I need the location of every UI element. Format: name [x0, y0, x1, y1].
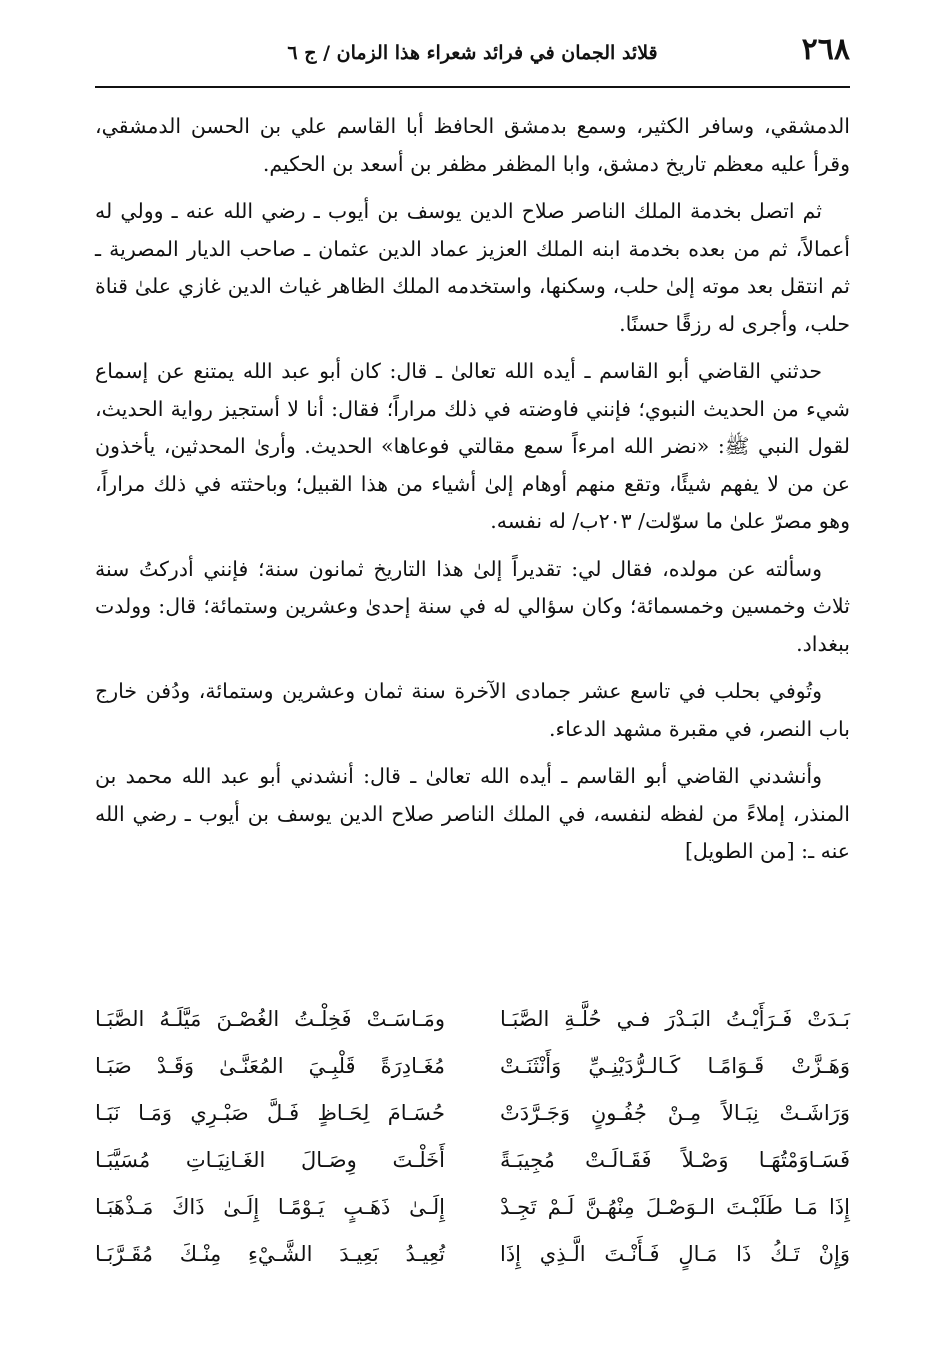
paragraph	[95, 353, 850, 541]
second-hemistich: حُسَـامَ لِحَـاظٍ فَـلَّ صَبْـرِي وَمَـا نَبَـا	[95, 1101, 445, 1125]
second-hemistich: ومَـاسَـتْ فَخِلْـتُ الغُصْـنَ مَيَّلَـهُ الصَّبَـا	[95, 1007, 445, 1031]
first-hemistich: وَهَـزَّتْ قَـوَامًـا كَـالـرُّدَيْنِـيِّ وَأَنْثَنَـتْ	[500, 1054, 850, 1078]
first-hemistich: وَإِنْ تَـكُ ذَا مَـالٍ فَـأَنْـتَ الَّـذِي إِذَا	[500, 1242, 850, 1266]
poem	[95, 997, 850, 1279]
paragraph-text: وسألته عن مولده، فقال لي: تقديراً إلىٰ هذا التاريخ ثمانون سنة؛ فإنني أدركتُ سنة ثلاث وخمسين وخمسمائة؛ وكان سؤالي له في سنة إحدىٰ وعشرين وستمائة؛ قال: وولدت ببغداد.	[95, 556, 850, 656]
paragraph-text: الدمشقي، وسافر الكثير، وسمع بدمشق الحافظ أبا القاسم علي بن الحسن الدمشقي، وقرأ عليه معظم تاريخ دمشق، وابا المظفر مظفر بن أسعد بن الحكيم.	[95, 114, 850, 176]
poem-verse	[95, 1044, 850, 1091]
poetic-meter: [من الطويل]	[684, 839, 795, 863]
first-hemistich: وَرَاشَـتْ نِبَـالاً مِـنْ جُفُـونٍ وَجَـرَّدَتْ	[500, 1101, 850, 1125]
poem-verse	[95, 1138, 850, 1185]
paragraph-text: وأنشدني القاضي أبو القاسم ـ أيده الله تعالىٰ ـ قال: أنشدني أبو عبد الله محمد بن المنذر، إملاءً من لفظه لنفسه، في الملك الناصر صلاح الدين يوسف بن أيوب ـ رضي الله عنه ـ:	[95, 764, 850, 863]
paragraph	[95, 551, 850, 664]
second-hemistich: مُغَـادِرَةً قَلْبِـيَ المُعَنَّـىٰ وَقَـدْ صَبَـا	[95, 1054, 445, 1078]
paragraph	[95, 193, 850, 343]
paragraph-text: وتُوفي بحلب في تاسع عشر جمادى الآخرة سنة ثمان وعشرين وستمائة، ودُفن خارج باب النصر، في مقبرة مشهد الدعاء.	[95, 679, 850, 741]
poem-verse	[95, 1232, 850, 1279]
second-hemistich: أَخَلْـتَ وِصَـالَ الغَـانِيَـاتِ مُسَيَّبَـا	[95, 1148, 445, 1172]
running-title: قلائد الجمان في فرائد شعراء هذا الزمان / ج ٦	[287, 42, 658, 64]
paragraph	[95, 673, 850, 748]
second-hemistich: تُعِيـدُ بَعِيـدَ الشَّـيْءِ مِنْـكَ مُقَـرَّبَـا	[95, 1242, 445, 1266]
paragraph	[95, 108, 850, 183]
page-number: ٢٦٨	[801, 32, 850, 67]
poem-verse	[95, 1091, 850, 1138]
page-body	[95, 108, 850, 881]
first-hemistich: فَسَـاوَمْتُهَـا وَصْـلاً فَقَـالَـتْ مُجِيبَـةً	[500, 1148, 850, 1172]
first-hemistich: بَـدَتْ فَـرَأَيْـتُ البَـدْرَ فـي حُلَّـةِ الصَّبَـا	[500, 1007, 850, 1031]
paragraph-text: حدثني القاضي أبو القاسم ـ أيده الله تعالىٰ ـ قال: كان أبو عبد الله يمتنع عن إسماع شيء من الحديث النبوي؛ فإنني فاوضته في ذلك مراراً؛ فقال: أنا لا أستجيز رواية الحديث، لقول النبي ﷺ: «نضر الله امرءاً سمع مقالتي فوعاها» الحديث. وأرىٰ المحدثين، يأخذون عن من لا يفهم شيئًا، وتقع منهم أوهام إلىٰ أشياء من هذا القبيل؛ وباحثته في ذلك مراراً، وهو مصرّ علىٰ ما سوّلت/ ٢٠٣ب/ له نفسه.	[95, 359, 850, 533]
second-hemistich: إِلَـىٰ ذَهَـبٍ يَـوْمًـا إِلَـىٰ ذَاكَ مَـذْهَبَـا	[95, 1195, 445, 1219]
poem-verse	[95, 997, 850, 1044]
page-header	[95, 28, 850, 88]
paragraph-text: ثم اتصل بخدمة الملك الناصر صلاح الدين يوسف بن أيوب ـ رضي الله عنه ـ وولي له أعمالاً، ثم من بعده بخدمة ابنه الملك العزيز عماد الدين عثمان ـ صاحب الديار المصرية ـ ثم انتقل بعد موته إلىٰ حلب، وسكنها، واستخدمه الملك الظاهر غياث الدين غازي علىٰ قناة حلب، وأجرى له رزقًا حسنًا.	[95, 199, 850, 336]
paragraph	[95, 758, 850, 871]
first-hemistich: إِذَا مَـا طَلَبْـتَ الـوَصْـلَ مِنْهُـنَّ لَـمْ تَجِـدْ	[500, 1195, 850, 1219]
poem-verse	[95, 1185, 850, 1232]
